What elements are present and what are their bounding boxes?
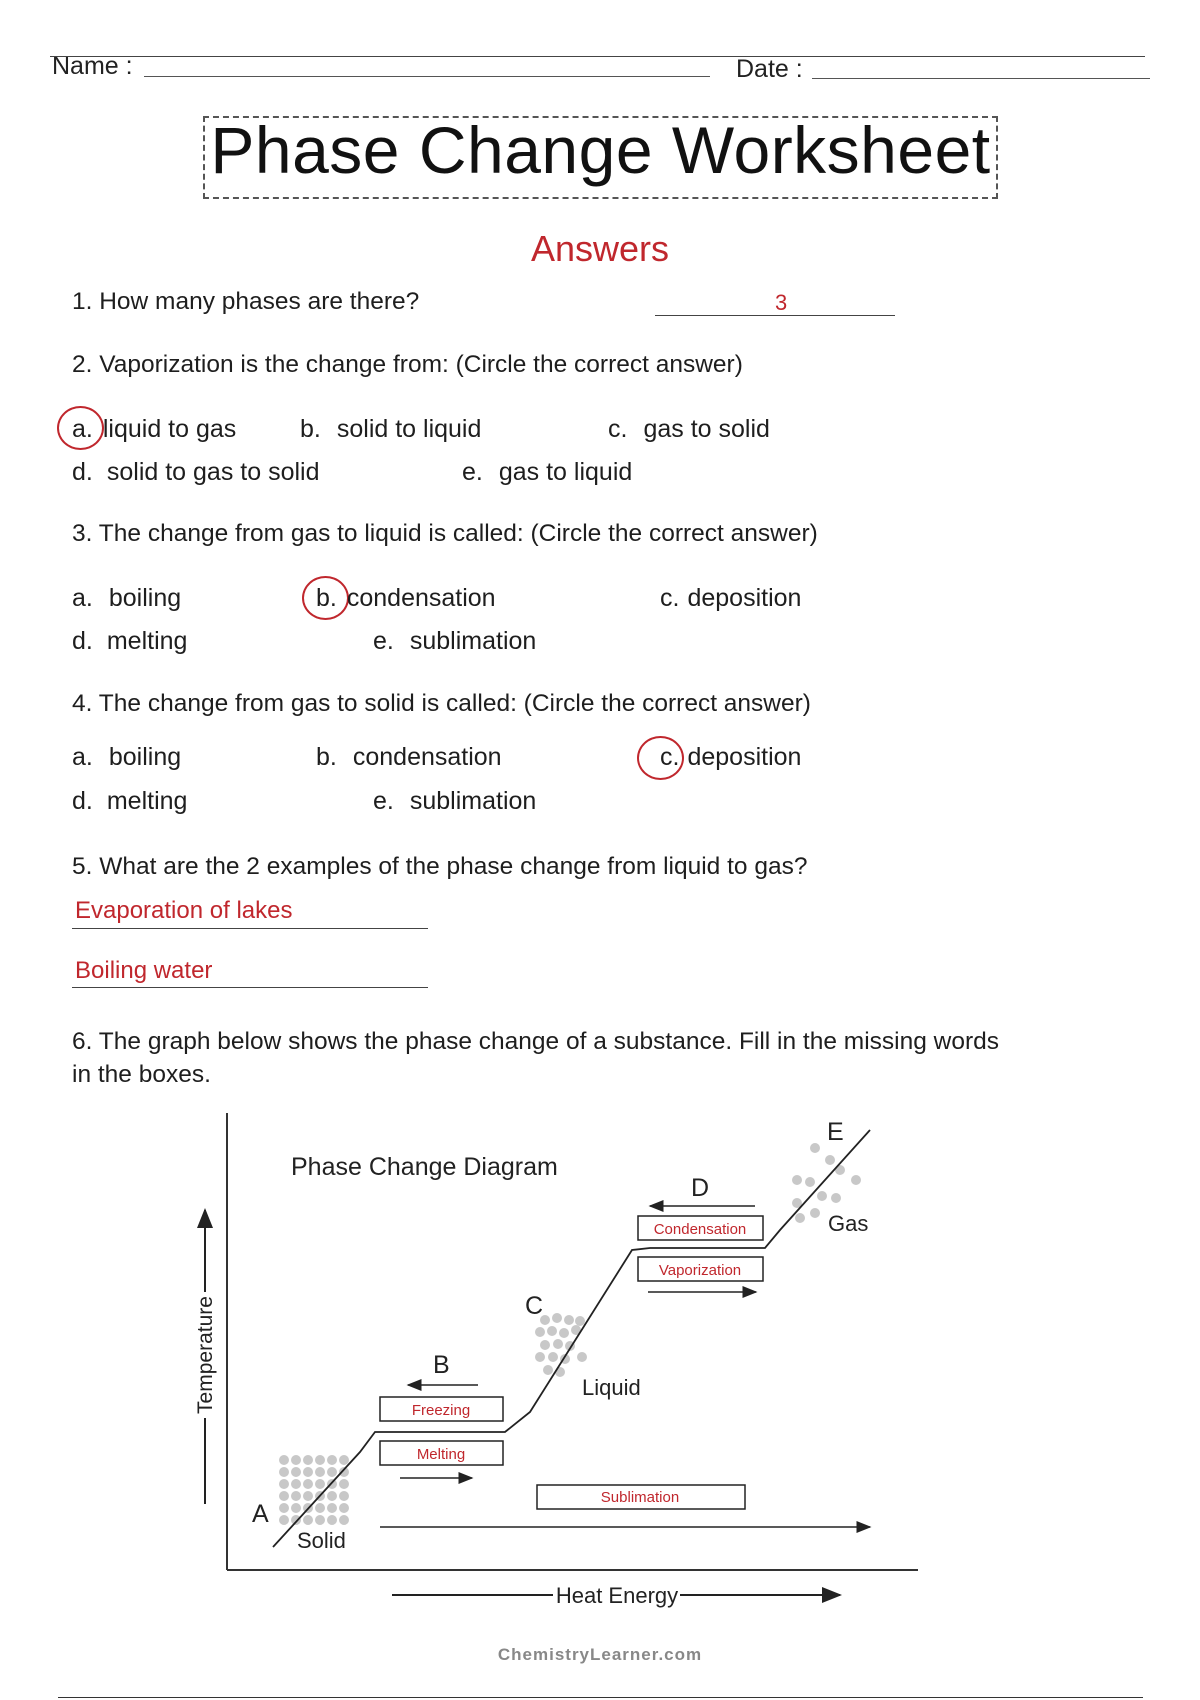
solid-particle (279, 1479, 289, 1489)
state-label-gas: Gas (828, 1211, 869, 1236)
solid-particle (327, 1491, 337, 1501)
date-label: Date : (736, 55, 803, 83)
melting-label: Melting (416, 1446, 466, 1463)
point-label-c: C (525, 1292, 544, 1320)
condensation-label: Condensation (653, 1221, 747, 1238)
q5-answer-2: Boiling water (75, 957, 213, 984)
question-5: 5. What are the 2 examples of the phase change from liquid to gas? (72, 853, 808, 880)
solid-particles (279, 1455, 349, 1525)
q3-option-a[interactable]: a. boiling (72, 584, 182, 612)
question-1: 1. How many phases are there? (72, 288, 420, 315)
name-label: Name : (52, 52, 133, 80)
question-2: 2. Vaporization is the change from: (Circle the correct answer) (72, 351, 743, 378)
question-4: 4. The change from gas to solid is called: (Circle the correct answer) (72, 690, 811, 717)
point-label-e: E (827, 1118, 844, 1146)
state-label-liquid: Liquid (582, 1375, 641, 1400)
solid-particle (315, 1467, 325, 1477)
point-label-d: D (691, 1174, 710, 1202)
solid-particle (303, 1467, 313, 1477)
y-axis-label: Temperature (194, 1296, 217, 1414)
solid-particle (339, 1491, 349, 1501)
solid-particle (315, 1479, 325, 1489)
point-label-a: A (252, 1500, 269, 1528)
sublimation-label: Sublimation (600, 1489, 680, 1506)
solid-particle (279, 1467, 289, 1477)
state-label-solid: Solid (297, 1528, 346, 1553)
q4-option-b[interactable]: b. condensation (316, 743, 502, 771)
solid-particle (339, 1503, 349, 1513)
q1-answer: 3 (775, 290, 788, 315)
q3-option-e[interactable]: e. sublimation (373, 627, 537, 655)
point-label-b: B (433, 1351, 450, 1379)
solid-particle (315, 1503, 325, 1513)
vaporization-label: Vaporization (658, 1262, 742, 1279)
q3-option-b[interactable]: b. condensation (316, 584, 496, 612)
q2-option-c[interactable]: c. gas to solid (608, 415, 770, 443)
solid-particle (291, 1491, 301, 1501)
q3-option-c[interactable]: c. deposition (660, 584, 802, 612)
q2-option-d[interactable]: d. solid to gas to solid (72, 458, 320, 486)
q4-option-a[interactable]: a. boiling (72, 743, 182, 771)
solid-particle (339, 1455, 349, 1465)
q4-option-e[interactable]: e. sublimation (373, 787, 537, 815)
solid-particle (303, 1491, 313, 1501)
solid-particle (339, 1479, 349, 1489)
solid-particle (327, 1467, 337, 1477)
solid-particle (279, 1503, 289, 1513)
answers-heading: Answers (530, 228, 670, 269)
solid-particle (291, 1503, 301, 1513)
solid-particle (303, 1515, 313, 1525)
q4-option-d[interactable]: d. melting (72, 787, 188, 815)
q4-option-c[interactable]: c. deposition (660, 743, 802, 771)
solid-particle (279, 1491, 289, 1501)
footer-brand: ChemistryLearner.com (497, 1645, 703, 1664)
question-3: 3. The change from gas to liquid is called: (Circle the correct answer) (72, 520, 818, 547)
solid-particle (303, 1455, 313, 1465)
solid-particle (327, 1455, 337, 1465)
question-6-line-1: 6. The graph below shows the phase change of a substance. Fill in the missing words (72, 1028, 999, 1055)
freezing-label: Freezing (411, 1402, 471, 1419)
q5-answer-1: Evaporation of lakes (75, 897, 293, 924)
solid-particle (315, 1515, 325, 1525)
liquid-particles (535, 1313, 587, 1377)
question-6-line-2: in the boxes. (72, 1061, 211, 1088)
page-title: Phase Change Worksheet (210, 113, 991, 187)
q2-option-a[interactable]: a. liquid to gas (72, 415, 237, 443)
solid-particle (303, 1479, 313, 1489)
q2-option-b[interactable]: b. solid to liquid (300, 415, 482, 443)
diagram-title: Phase Change Diagram (291, 1153, 558, 1181)
solid-particle (279, 1455, 289, 1465)
footer-rule (58, 1697, 1143, 1698)
solid-particle (327, 1503, 337, 1513)
solid-particle (291, 1455, 301, 1465)
solid-particle (291, 1467, 301, 1477)
solid-particle (291, 1515, 301, 1525)
solid-particle (291, 1479, 301, 1489)
q3-option-d[interactable]: d. melting (72, 627, 188, 655)
solid-particle (339, 1515, 349, 1525)
solid-particle (315, 1455, 325, 1465)
solid-particle (279, 1515, 289, 1525)
q2-option-e[interactable]: e. gas to liquid (462, 458, 633, 486)
solid-particle (327, 1515, 337, 1525)
x-axis-label: Heat Energy (555, 1583, 679, 1608)
